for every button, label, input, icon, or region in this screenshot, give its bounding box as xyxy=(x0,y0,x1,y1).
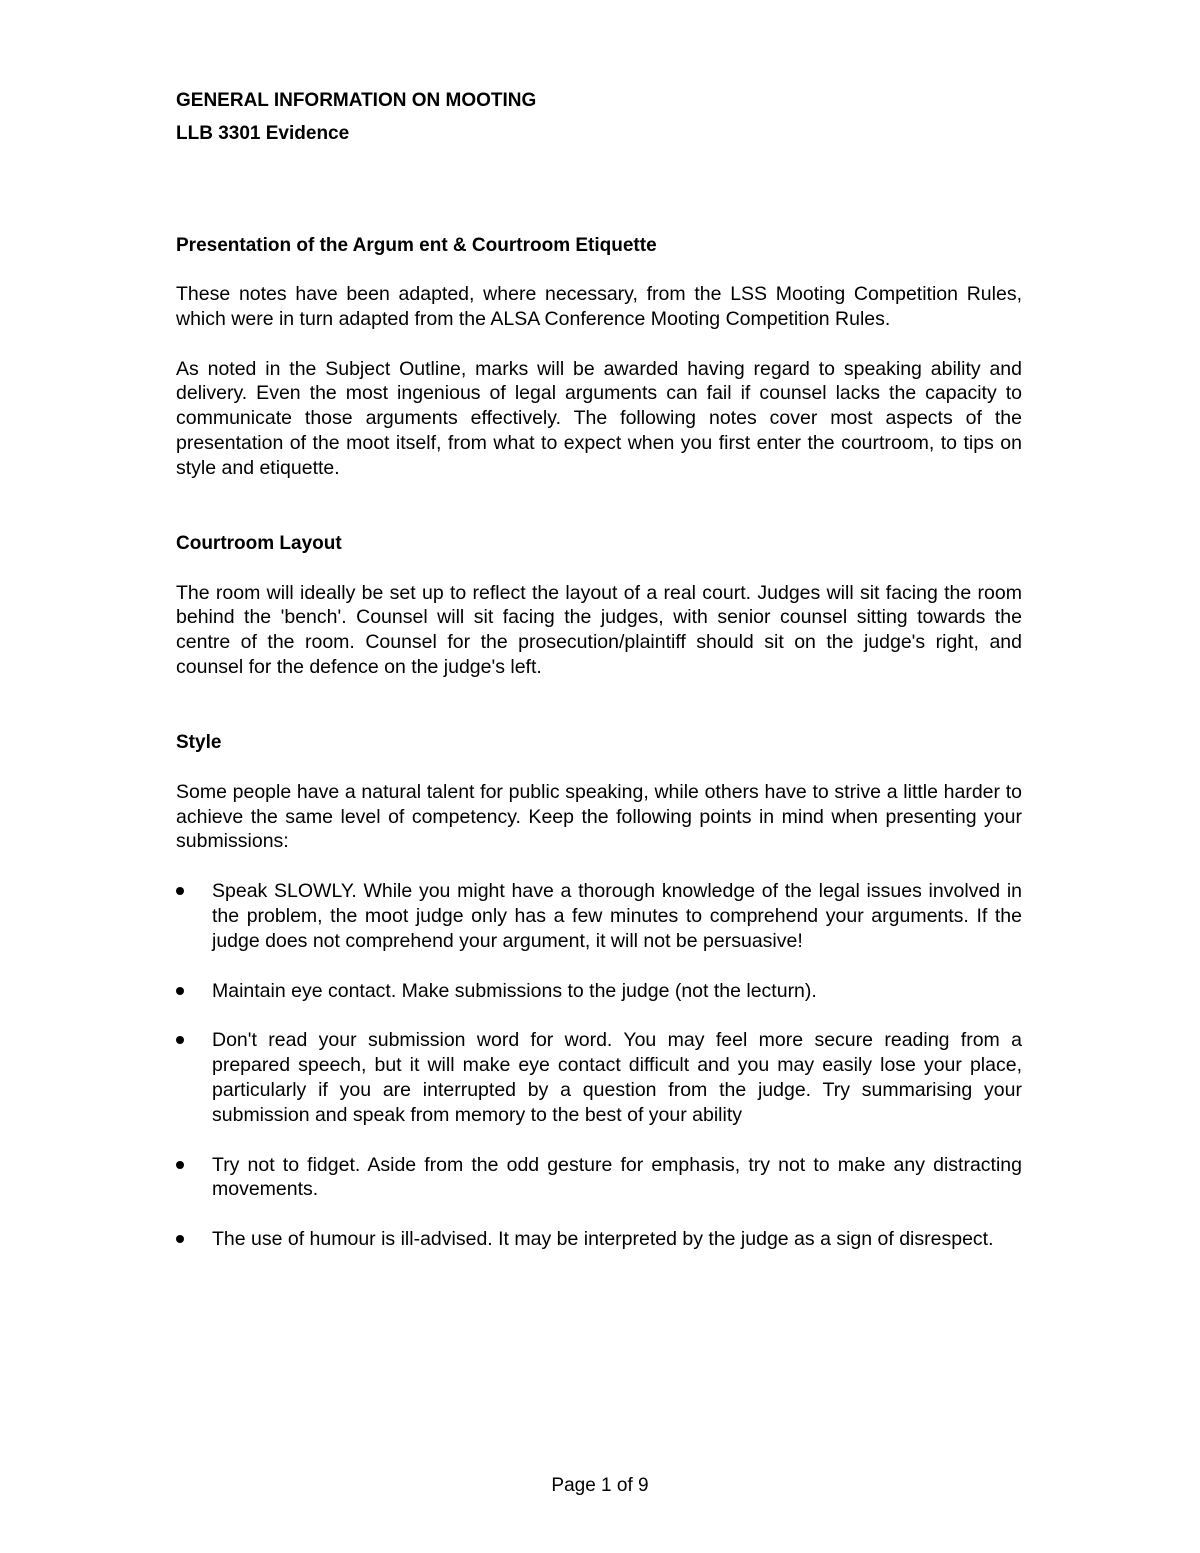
list-item-text: The use of humour is ill-advised. It may be interpreted by the judge as a sign of disrespect. xyxy=(212,1228,994,1251)
list-item-text: Speak SLOWLY. While you might have a thorough knowledge of the legal issues involved in the problem, the moot judge only has a few minutes to comprehend your arguments. If the judge does not comprehend your argument, it will not be persuasive! xyxy=(212,880,1022,952)
paragraph-subject-outline: As noted in the Subject Outline, marks will be awarded having regard to speaking ability and delivery. Even the most ingenious of legal arguments can fail if counsel lacks the capacity to communicate those arguments effectively. The following notes cover most aspects of the presentation of the moot itself, from what to expect when you first enter the courtroom, to tips on style and etiquette. xyxy=(176,357,1022,479)
section-heading-presentation: Presentation of the Argum ent & Courtroom Etiquette xyxy=(176,235,657,256)
list-item-text: Maintain eye contact. Make submissions to the judge (not the lecturn). xyxy=(212,979,817,1002)
bullet-icon xyxy=(176,987,184,995)
list-item-eye-contact xyxy=(176,979,1022,1004)
section-heading-courtroom-layout: Courtroom Layout xyxy=(176,532,342,554)
style-tips-list xyxy=(176,879,1022,1252)
bullet-icon xyxy=(176,1036,184,1044)
paragraph-courtroom-layout: The room will ideally be set up to reflect the layout of a real court. Judges will sit facing the room behind the 'bench'. Counsel will sit facing the judges, with senior counsel sitting towards the centre of the room. Counsel for the prosecution/plaintiff should sit on the judge's right, and counsel for the defence on the judge's left. xyxy=(176,581,1022,678)
list-item-text: Try not to fidget. Aside from the odd gesture for emphasis, try not to make any distracting movements. xyxy=(212,1153,1022,1201)
document-subtitle: LLB 3301 Evidence xyxy=(176,123,350,144)
paragraph-style-intro: Some people have a natural talent for public speaking, while others have to strive a little harder to achieve the same level of competency. Keep the following points in mind when presenting your submissions: xyxy=(176,780,1022,853)
list-item-dont-read xyxy=(176,1028,1022,1127)
bullet-icon xyxy=(176,1235,184,1243)
page-number-footer: Page 1 of 9 xyxy=(551,1475,649,1496)
section-heading-style: Style xyxy=(176,731,222,753)
bullet-icon xyxy=(176,887,184,895)
bullet-icon xyxy=(176,1161,184,1169)
list-item-humour xyxy=(176,1227,1022,1252)
paragraph-adapted-notes: These notes have been adapted, where necessary, from the LSS Mooting Competition Rules, which were in turn adapted from the ALSA Conference Mooting Competition Rules. xyxy=(176,283,1022,330)
list-item-text: Don't read your submission word for word. You may feel more secure reading from a prepared speech, but it will make eye contact difficult and you may easily lose your place, particularly if you are interrupted by a question from the judge. Try summarising your submission and speak from memory to the best of your ability xyxy=(212,1029,1022,1126)
list-item-speak-slowly xyxy=(176,879,1022,953)
document-body xyxy=(176,88,1022,1252)
list-item-fidget xyxy=(176,1153,1022,1203)
document-title: GENERAL INFORMATION ON MOOTING xyxy=(176,90,537,111)
